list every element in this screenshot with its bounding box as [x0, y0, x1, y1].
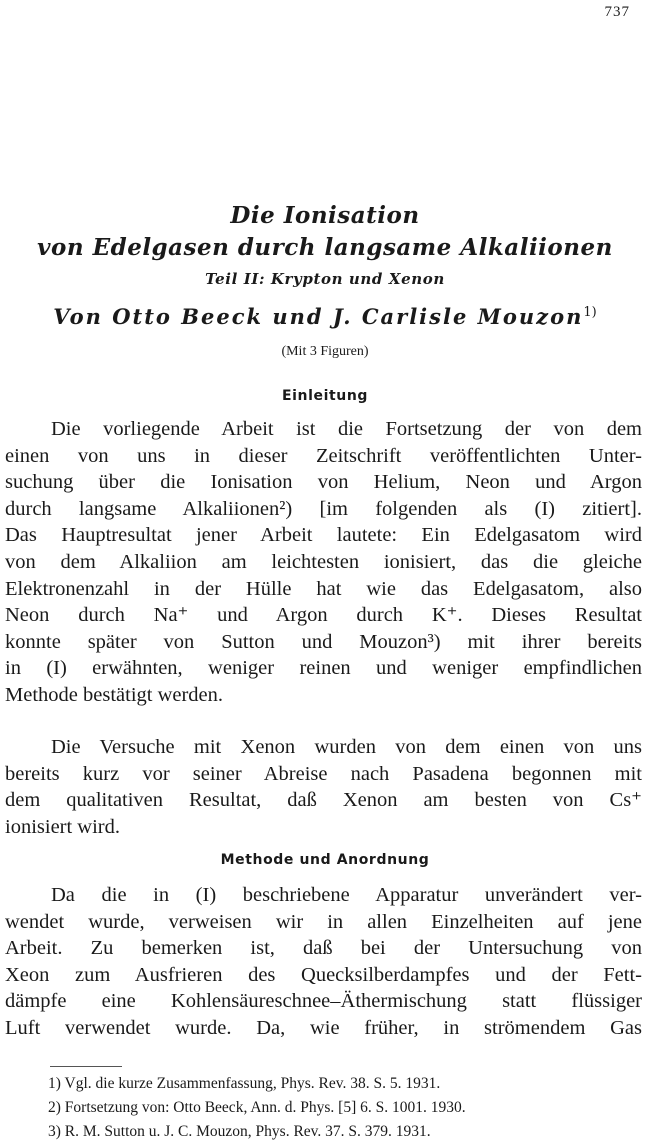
text-line: Xeon zum Ausfrieren des Quecksilberdampfes und der Fett-	[5, 963, 642, 986]
text-line: Das Hauptresultat jener Arbeit lautete: Ein Edelgasatom wird	[5, 524, 642, 547]
text-line: dem qualitativen Resultat, daß Xenon am besten von Cs⁺	[5, 789, 642, 812]
figures-note: (Mit 3 Figuren)	[281, 344, 369, 359]
text-line: von dem Alkaliion am leichtesten ionisiert, das die gleiche	[5, 550, 642, 573]
title-block	[0, 200, 650, 362]
authors-text: Von Otto Beeck und J. Carlisle Mouzon	[53, 304, 584, 329]
method-paragraph	[0, 882, 650, 1042]
footnotes	[48, 1072, 638, 1144]
text-line: wendet wurde, verweisen wir in allen Einzelheiten auf jene	[5, 910, 642, 933]
text-line: Elektronenzahl in der Hülle hat wie das Edelgasatom, also	[5, 577, 642, 600]
authors-footnote-mark: 1)	[583, 305, 597, 320]
page-number: 737	[604, 4, 630, 20]
text-line: in (I) erwähnten, weniger reinen und weniger empfindlichen	[5, 657, 642, 680]
text-line: Da die in (I) beschriebene Apparatur unverändert ver-	[51, 884, 642, 906]
footnote-2: 2) Fortsetzung von: Otto Beeck, Ann. d. Phys. [5] 6. S. 1001. 1930.	[48, 1099, 466, 1116]
text-line: Die vorliegende Arbeit ist die Fortsetzung der von dem	[51, 418, 642, 440]
text-line: Luft verwendet wurde. Da, wie früher, in strömendem Gas	[5, 1016, 642, 1039]
text-line: durch langsame Alkaliionen²) [im folgenden als (I) zitiert].	[5, 497, 642, 520]
authors-line	[0, 298, 650, 332]
text-line: Die Versuche mit Xenon wurden von dem einen von uns	[51, 736, 642, 758]
article-subtitle: Teil II: Krypton und Xenon	[205, 270, 445, 288]
footnote-3: 3) R. M. Sutton u. J. C. Mouzon, Phys. Rev. 37. S. 379. 1931.	[48, 1123, 431, 1140]
section-heading-einleitung: Einleitung	[281, 388, 369, 404]
text-line: Neon durch Na⁺ und Argon durch K⁺. Dieses Resultat	[5, 604, 642, 627]
text-line: Methode bestätigt werden.	[5, 683, 224, 706]
footnote-1: 1) Vgl. die kurze Zusammenfassung, Phys. Rev. 38. S. 5. 1931.	[48, 1075, 441, 1092]
text-line: bereits kurz vor seiner Abreise nach Pasadena begonnen mit	[5, 762, 642, 785]
section-heading-methode: Methode und Anordnung	[220, 852, 430, 868]
article-title-line-2: von Edelgasen durch langsame Alkaliionen	[37, 234, 613, 261]
text-line: ionisiert wird.	[5, 815, 121, 838]
intro-paragraph-2	[0, 734, 650, 840]
text-line: konnte später von Sutton und Mouzon³) mit ihrer bereits	[5, 630, 642, 653]
footnote-divider	[50, 1066, 122, 1067]
text-line: suchung über die Ionisation von Helium, Neon und Argon	[5, 471, 642, 494]
text-line: Arbeit. Zu bemerken ist, daß bei der Untersuchung von	[5, 937, 642, 960]
article-title-line-1: Die Ionisation	[230, 202, 420, 229]
text-line: einen von uns in dieser Zeitschrift veröffentlichten Unter-	[5, 444, 642, 467]
text-line: dämpfe eine Kohlensäureschnee–Äthermischung statt flüssiger	[5, 990, 642, 1013]
intro-paragraph-1	[0, 416, 650, 709]
